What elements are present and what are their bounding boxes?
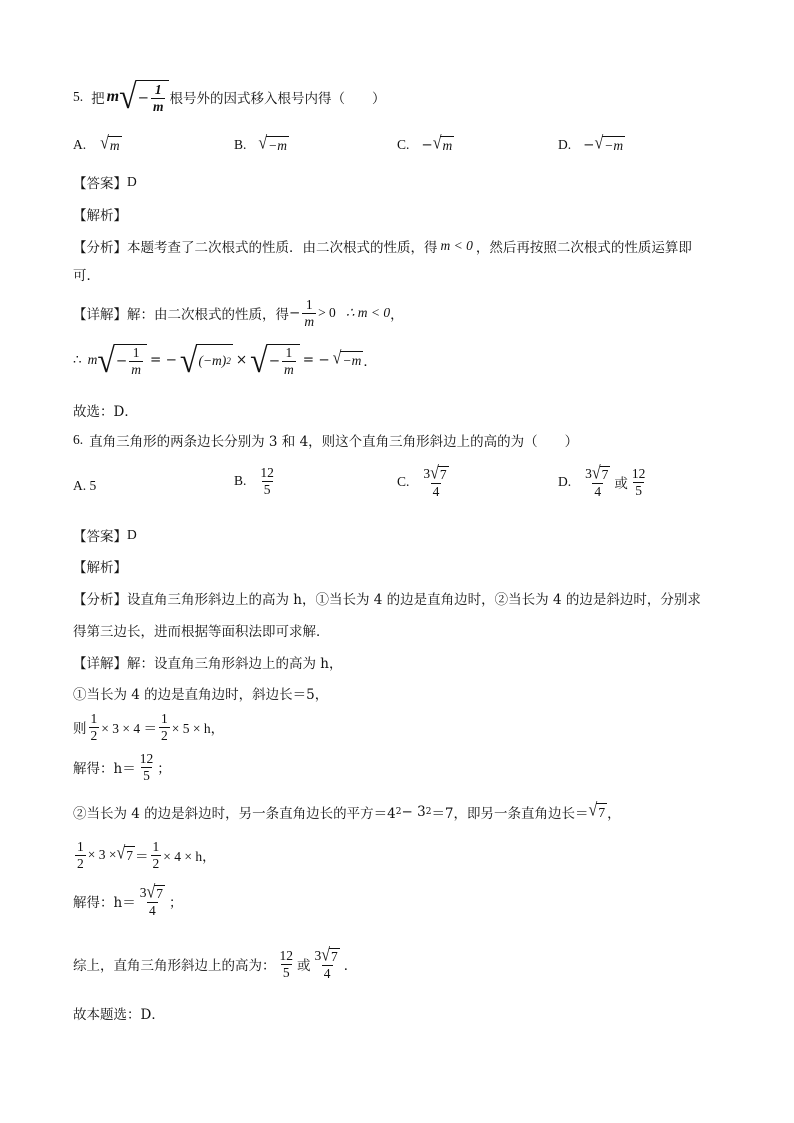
q5-stem-post: 根号外的因式移入根号内得（ ） [169,90,386,107]
q6-case2-equation: $\frac{1}{2}$ × 3 × √ 7 ＝ $\frac{1}{2}$ × 4 × h， [77,839,216,871]
q6-solve2: 解得：h＝ 3 √ 7 4 ； [73,882,183,918]
q5-stem [73,76,386,116]
q5-conclusion: 故选：D． [73,404,138,420]
radical-sign-icon: √ [432,133,442,154]
q6-option-c: C. 3 √ 7 4 [397,463,447,499]
q6-xiangjie-line: 【详解】 解：设直角三角形斜边上的高为 h， [73,656,343,672]
q5-xiangjie-line: 【详解】 解：由二次根式的性质，得 − $\frac{1}{m}$ > 0 ∴ m < 0 ， [73,297,404,329]
q5-analysis-title: 【解析】 [73,208,127,224]
radical-sign-icon: √ [250,340,268,380]
q5-answer: 【答案】 D [73,174,137,192]
q6-fenxi-line1: 【分析】 设直角三角形斜边上的高为 h，①当长为 4 的边是直角边时，②当长为 4 的边是斜边时，分别求 [73,592,701,608]
q5-stem-fraction: $\frac{1}{m}$ [152,82,164,114]
q6-final: 故本题选：D． [73,1007,165,1023]
q5-stem-pre: 把 [91,90,105,107]
radical-sign-icon: √ [97,340,115,380]
radical-sign-icon: √ [258,133,268,154]
q5-stem-sqrt: √ − $\frac{1}{m}$ [119,80,169,113]
q6-case1: ①当长为 4 的边是直角边时，斜边长＝5， [73,687,329,703]
q6-stem: 6. 直角三角形的两条边长分别为 3 和 4，则这个直角三角形斜边上的高的为（ ） [73,432,579,450]
radical-sign-icon: √ [588,800,598,821]
radical-sign-icon: √ [430,463,439,484]
q5-step-equation: ∴ m √ − $\frac{1}{m}$ = − √ (−m) 2 × √ − $\frac{1}{m}$ = − √ −m ． [73,340,377,380]
radical-sign-icon: √ [179,340,198,380]
q6-option-d: D. 3 √ 7 4 或 $\frac{12}{5}$ [558,463,646,499]
q6-case1-equation: 则 $\frac{1}{2}$ × 3 × 4 ＝ $\frac{1}{2}$ × 5 × h， [73,711,225,743]
q6-option-b: B. $\frac{12}{5}$ [234,465,274,497]
radical-sign-icon: √ [591,463,601,484]
q5-fenxi-line1: 【分析】 本题考查了二次根式的性质．由二次根式的性质，得 m < 0 ，然后再按照二次根式的性质运算即 [73,238,692,256]
radical-sign-icon: √ [119,76,137,116]
q5-fenxi-line2: 可． [73,268,100,284]
q5-option-b: B. √ −m [234,136,289,154]
q5-stem-m: m [106,87,120,105]
q6-answer: 【答案】 D [73,527,137,545]
q5-option-c: C. − √ m [397,136,454,154]
radical-sign-icon: √ [146,882,156,903]
q6-solve1: 解得：h＝ $\frac{12}{5}$ ； [73,751,171,783]
radical-sign-icon: √ [116,843,126,864]
q5-number: 5. [73,88,84,104]
q6-case2: ②当长为 4 的边是斜边时，另一条直角边长的平方＝4 2 − 3 2 ＝7，即另一条直角边长＝ √ 7 ， [73,800,621,822]
radical-sign-icon: √ [594,133,604,154]
q5-option-d: D. − √ −m [558,136,625,154]
radical-sign-icon: √ [332,348,342,369]
q6-option-a: A. 5 [73,478,97,493]
q6-fenxi-line2: 得第三边长，进而根据等面积法即可求解． [73,624,330,640]
radical-sign-icon: √ [321,945,331,966]
q6-analysis-title: 【解析】 [73,560,127,576]
q5-option-a: A. √ m [73,136,122,154]
q6-summary: 综上，直角三角形斜边上的高为： $\frac{12}{5}$ 或 3 √ 7 4 ． [73,945,358,981]
radical-sign-icon: √ [100,133,109,154]
